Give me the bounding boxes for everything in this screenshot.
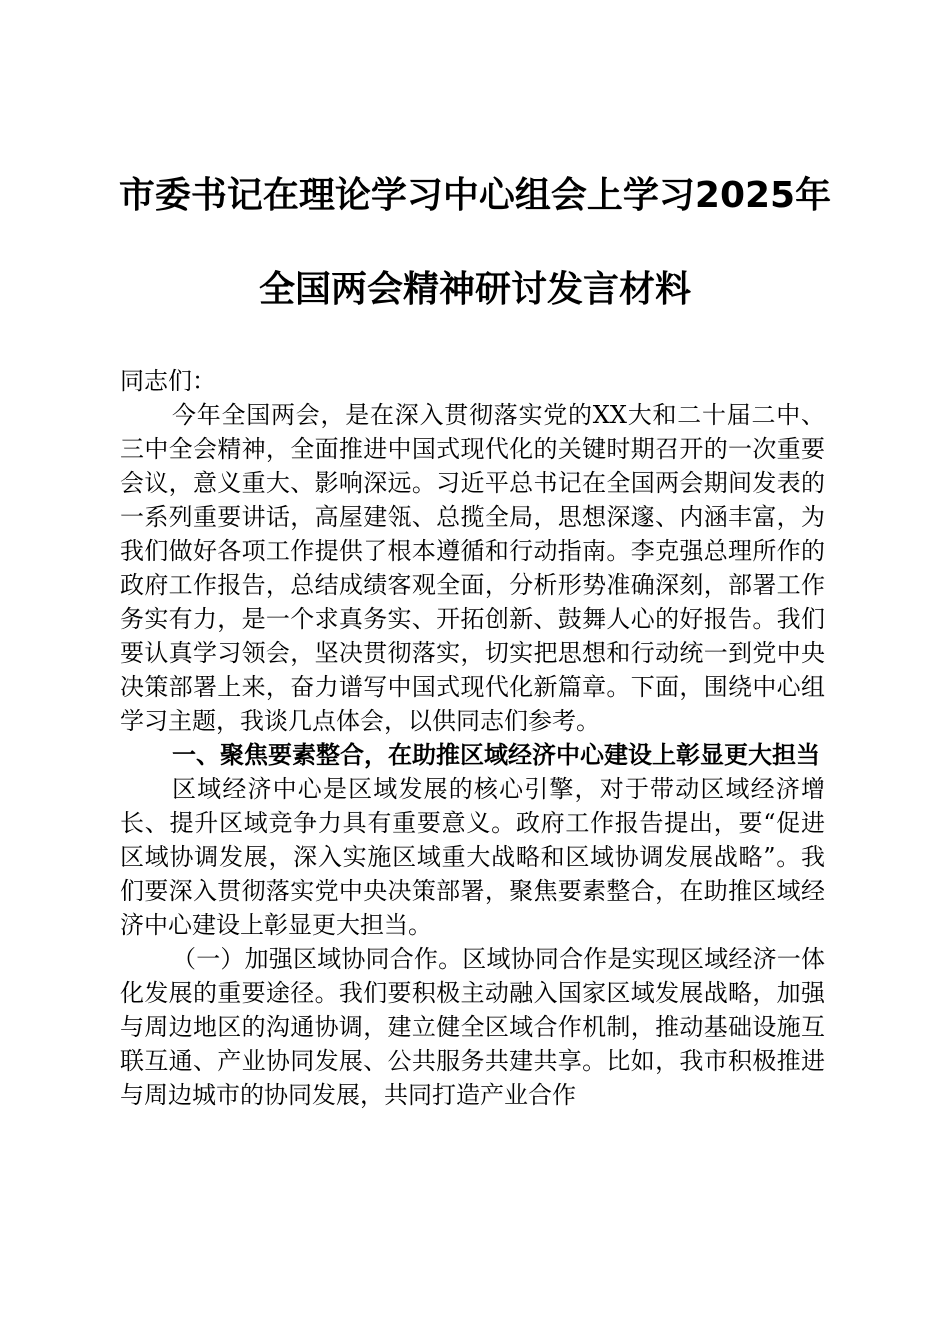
document-title-line2: 全国两会精神研讨发言材料 <box>258 269 691 310</box>
document-title-line1: 市委书记在理论学习中心组会上学习2025年 <box>118 175 832 216</box>
subsection-paragraph-1: （一）加强区域协同合作。区域协同合作是实现区域经济一体化发展的重要途径。我们要积极主动融入国家区域发展战略，加强与周边地区的沟通协调，建立健全区域合作机制，推动基础设施互联互通、产业协同发展、公共服务共建共享。比如，我市积极推进与周边城市的协同发展，共同打造产业合作 <box>120 945 825 1109</box>
salutation: 同志们： <box>120 367 216 395</box>
section-paragraph-1: 区域经济中心是区域发展的核心引擎，对于带动区域经济增长、提升区域竞争力具有重要意义。政府工作报告提出，要“促进区域协调发展，深入实施区域重大战略和区域协调发展战略”。我们要深入贯彻落实党中央决策部署，聚焦要素整合，在助推区域经济中心建设上彰显更大担当。 <box>120 775 825 939</box>
intro-paragraph: 今年全国两会，是在深入贯彻落实党的XX大和二十届二中、三中全会精神，全面推进中国式现代化的关键时期召开的一次重要会议，意义重大、影响深远。习近平总书记在全国两会期间发表的一系列重要讲话，高屋建瓴、总揽全局，思想深邃、内涵丰富，为我们做好各项工作提供了根本遵循和行动指南。李克强总理所作的政府工作报告，总结成绩客观全面，分析形势准确深刻，部署工作务实有力，是一个求真务实、开拓创新、鼓舞人心的好报告。我们要认真学习领会，坚决贯彻落实，切实把思想和行动统一到党中央决策部署上来，奋力谱写中国式现代化新篇章。下面，围绕中心组学习主题，我谈几点体会，以供同志们参考。 <box>120 401 825 735</box>
document-body <box>120 364 825 1112</box>
section-heading-1: 一、聚焦要素整合，在助推区域经济中心建设上彰显更大担当 <box>172 741 820 769</box>
